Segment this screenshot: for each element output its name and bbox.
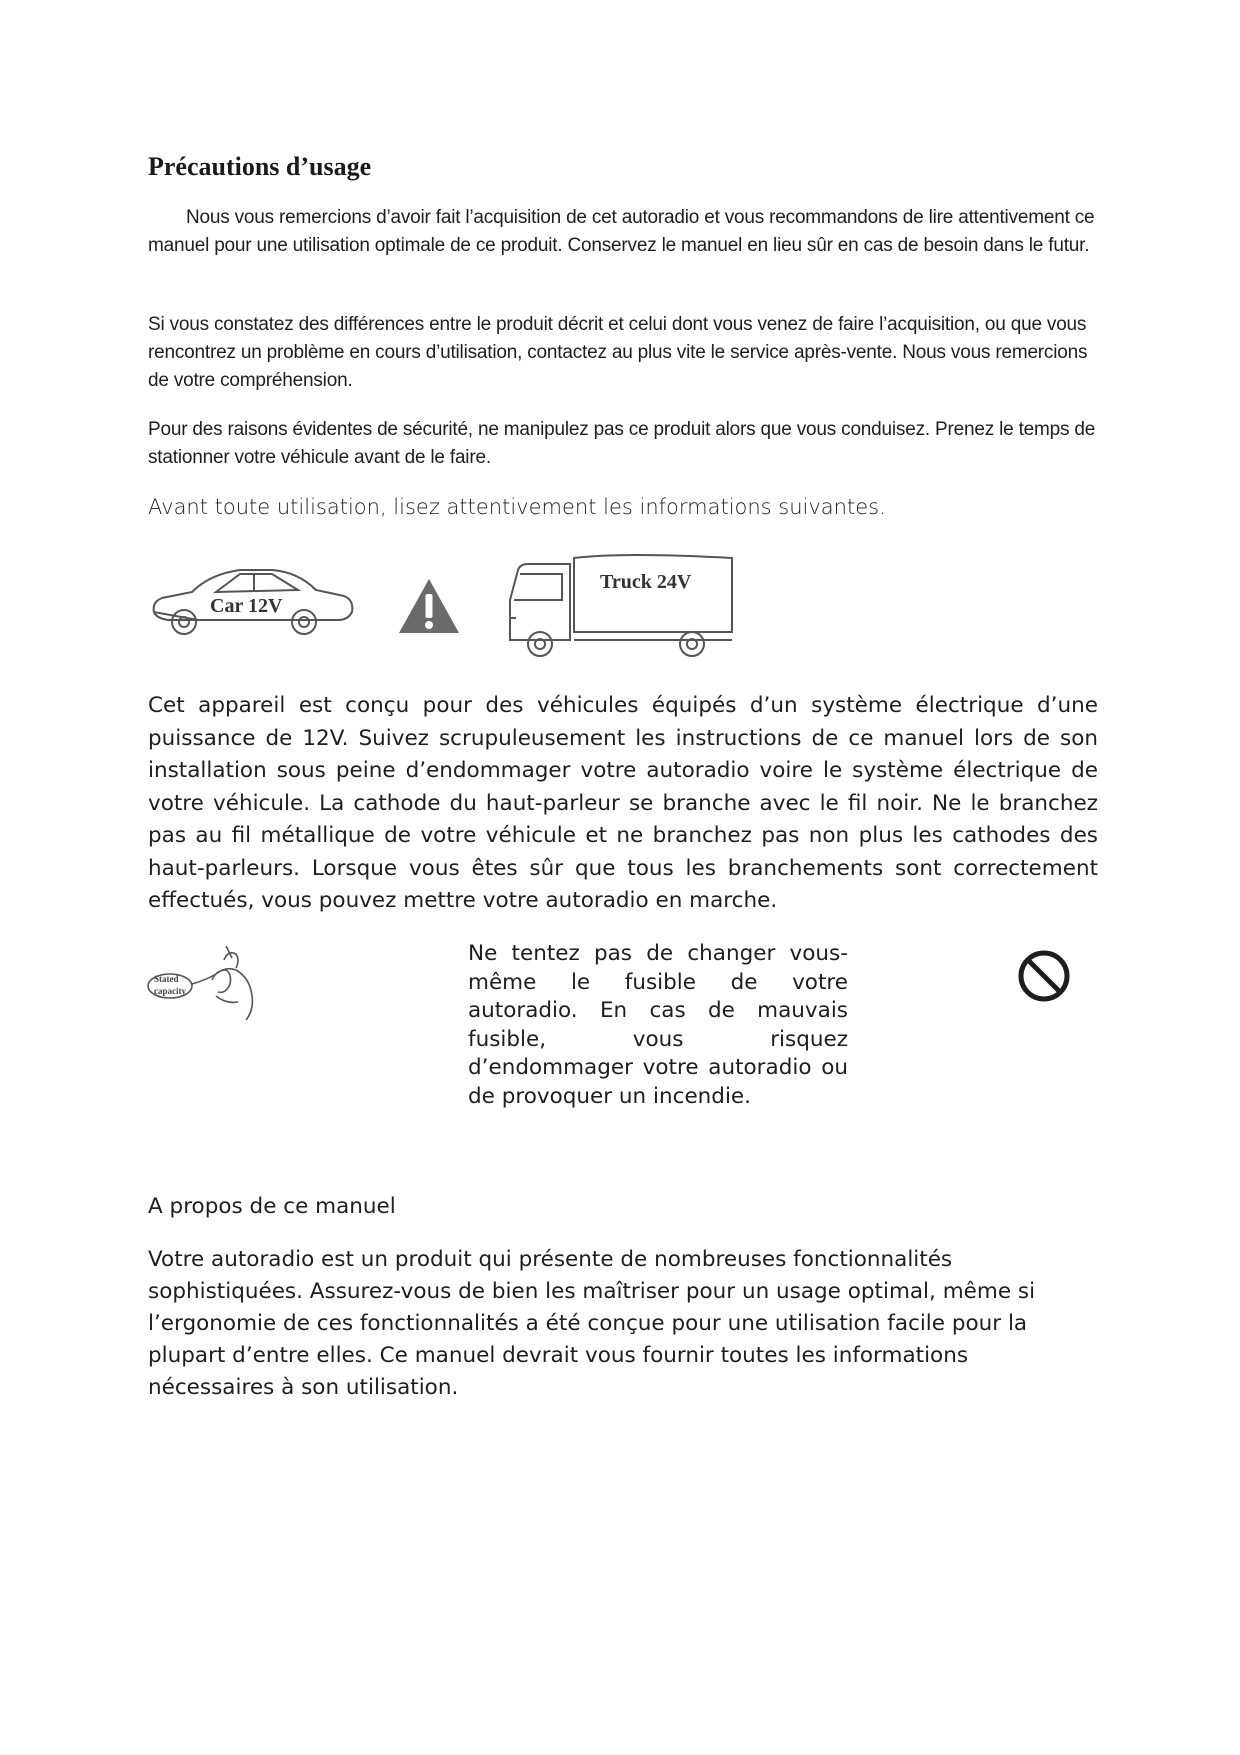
voltage-warning-paragraph: Cet appareil est conçu pour des véhicules équipés d’un système électrique d’une puissance de 12V. Suivez scrupuleusement les instructions de ce manuel lors de son installation sous peine d’endommager votre autoradio voire le système électrique de votre véhicule. La cathode du haut-parleur se branche avec le fil noir. Ne le branchez pas au fil métallique de votre véhicule et ne branchez pas non plus les cathodes des haut-parleurs. Lorsque vous êtes sûr que tous les branchements sont correctement effectués, vous pouvez mettre votre autoradio en marche. [148,693,1098,913]
truck-label: Truck 24V [600,571,692,593]
fuse-warning-paragraph: Ne tentez pas de changer vous-même le fusible de votre autoradio. En cas de mauvais fusible, vous risquez d’endommager votre autoradio ou de provoquer un incendie. [468,941,848,1109]
intro-paragraph-differences: Si vous constatez des différences entre le produit décrit et celui dont vous venez de faire l’acquisition, ou que vous rencontrez un problème en cours d’utilisation, contactez au plus vite le service après-vente. Nous vous remercions de votre compréhension. [148,314,1088,391]
car-12v-illustration [148,560,356,644]
fuse-hand-illustration [146,940,258,1024]
intro-paragraph-thanks: Nous vous remercions d’avoir fait l’acquisition de cet autoradio et vous recommandons de lire attentivement ce manuel pour une utilisation optimale de ce produit. Conservez le manuel en lieu sûr en cas de besoin dans le futur. [148,207,1095,256]
warning-icon [396,576,462,636]
fuse-label-line1: Stated [154,974,179,984]
intro-paragraph-safety: Pour des raisons évidentes de sécurité, ne manipulez pas ce produit alors que vous conduisez. Prenez le temps de stationner votre véhicule avant de le faire. [148,419,1096,468]
about-manual-paragraph: Votre autoradio est un produit qui présente de nombreuses fonctionnalités sophistiquées. Assurez-vous de bien les maîtriser pour un usage optimal, même si l’ergonomie de ces fonctionnalités a été conçue pour une utilisation facile pour la plupart d’entre elles. Ce manuel devrait vous fournir toutes les informations nécessaires à son utilisation. [148,1247,1036,1400]
page-title: Précautions d’usage [148,152,372,181]
read-carefully-line: Avant toute utilisation, lisez attentivement les informations suivantes. [148,495,886,519]
fuse-label-line2: capacity [154,986,186,996]
prohibition-icon [1016,948,1072,1004]
car-label: Car 12V [210,595,283,617]
truck-24v-illustration [504,552,736,662]
about-manual-heading: A propos de ce manuel [148,1194,396,1219]
